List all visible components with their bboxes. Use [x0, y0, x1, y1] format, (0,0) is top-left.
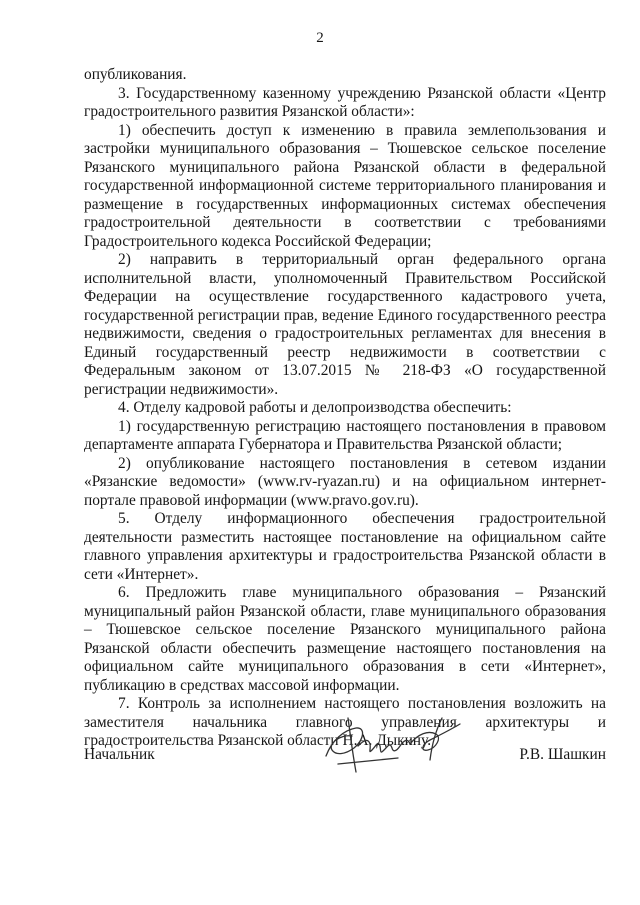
signatory-name: Р.В. Шашкин	[519, 746, 606, 763]
paragraph-4-1: 1) государственную регистрацию настоящего постановления в правовом департаменте аппарата Губернатора и Правительства Рязанской области;	[84, 417, 606, 453]
paragraph-5: 5. Отделу информационного обеспечения градостроительной деятельности разместить настоящее постановление на официальном сайте главного управления архитектуры и градостроительства Рязанской области в сети «Интернет».	[84, 510, 606, 583]
paragraph-4-2: 2) опубликование настоящего постановления в сетевом издании «Рязанские ведомости» (www.rv-ryazan.ru) и на официальном интернет-портале правовой информации (www.pravo.gov.ru).	[84, 454, 606, 509]
paragraph-3-2: 2) направить в территориальный орган федерального органа исполнительной власти, уполномоченный Правительством Российской Федерации на осуществление государственного кадастрового учета, государственной регистрации прав, ведение Единого государственного реестра недвижимости, сведения о градостроительных регламентах для внесения в Единый государственный реестр недвижимости в соответствии с Федеральным законом от 13.07.2015 № 218-ФЗ «О государственной регистрации недвижимости».	[84, 251, 606, 398]
paragraph-7: 7. Контроль за исполнением настоящего постановления возложить на заместителя начальника главного управления архитектуры и градостроительства Рязанской области Н.А. Дыкину.	[84, 695, 606, 749]
paragraph-3-1: 1) обеспечить доступ к изменению в правила землепользования и застройки муниципального образования – Тюшевское сельское поселение Рязанского муниципального района Рязанской области в федеральной государственной информационной системе территориального планирования и размещение в государственных информационных системах обеспечения градостроительной деятельности в соответствии с требованиями Градостроительного кодекса Российской Федерации;	[84, 121, 606, 250]
handwritten-signature	[318, 700, 468, 780]
document-body	[84, 66, 606, 751]
signatory-position: Начальник	[84, 746, 155, 763]
paragraph-6: 6. Предложить главе муниципального образования – Рязанский муниципальный район Рязанской области, главе муниципального образования – Тюшевское сельское поселение Рязанского муниципального района Рязанской области обеспечить размещение настоящего постановления на официальном сайте муниципального образования в сети «Интернет», публикацию в средствах массовой информации.	[84, 584, 606, 694]
page-number: 2	[316, 30, 324, 46]
signature-block	[84, 746, 606, 766]
paragraph-4: 4. Отделу кадровой работы и делопроизводства обеспечить:	[118, 399, 512, 416]
paragraph-continuation: опубликования.	[84, 66, 187, 83]
paragraph-3: 3. Государственному казенному учреждению Рязанской области «Центр градостроительного развития Рязанской области»:	[84, 84, 606, 120]
